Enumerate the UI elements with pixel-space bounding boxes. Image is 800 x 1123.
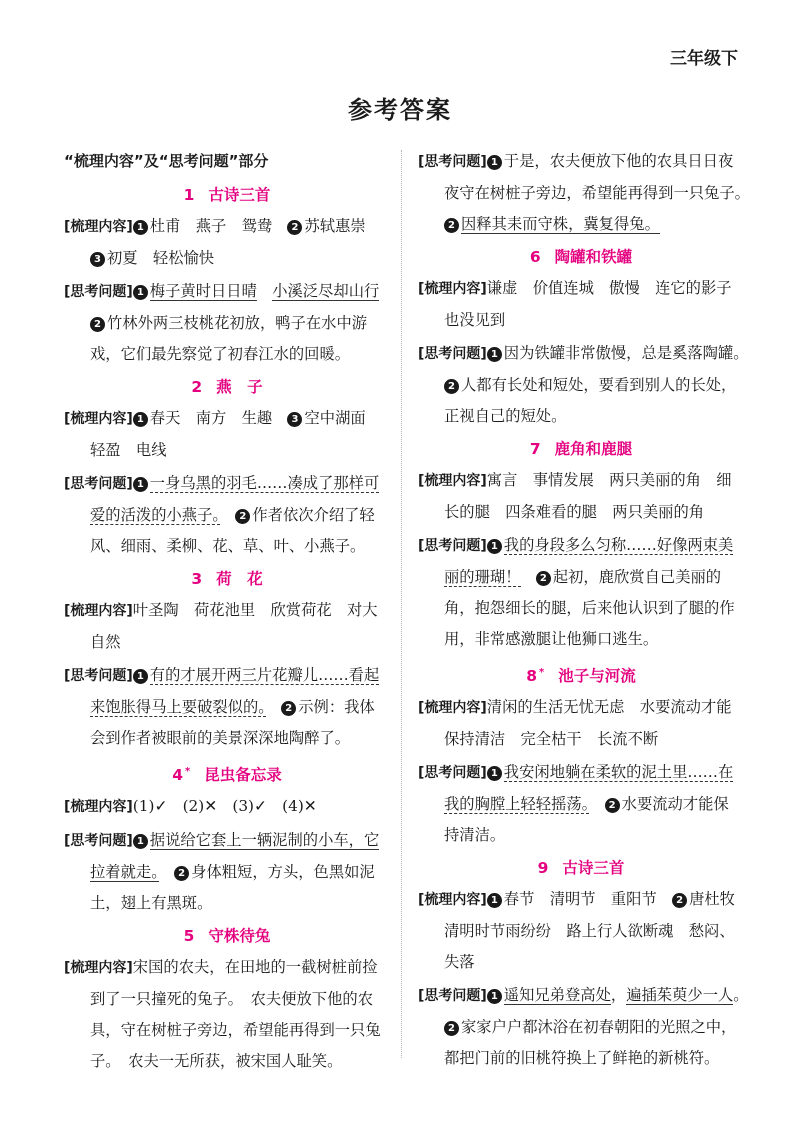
circled-2-icon: 2: [174, 866, 189, 881]
spacer-text: ，: [610, 986, 627, 1005]
spacer-text: [589, 795, 604, 813]
underlined-quote: 一身乌黑的羽毛……凑成了那样可爱的活泼的小燕子。: [90, 474, 380, 524]
question-entry: [64, 660, 390, 754]
question-entry: [64, 825, 390, 919]
spacer-text: [220, 506, 235, 524]
section-name: 陶罐和铁罐: [554, 248, 633, 266]
question-entry: [418, 757, 744, 851]
spacer-text: [741, 986, 756, 1004]
circled-3-icon: 3: [287, 412, 302, 427]
spacer-text: [742, 184, 757, 202]
answer-text: 于是，农夫便放下他的农具日日夜夜守在树桩子旁边，希望能再得到一只兔子。: [444, 152, 743, 202]
content-entry: [418, 465, 744, 528]
section-number: 1: [183, 186, 195, 204]
question-entry: [418, 146, 744, 240]
section-title-6: [418, 242, 744, 273]
answer-text: 人都有长处和短处，要看到别人的长处，正视自己的短处。: [444, 376, 737, 425]
answer-text: 初夏 轻松愉快: [107, 249, 215, 267]
answer-text: 谦虚 价值连城 傲慢 连它的影子也没见到: [444, 279, 732, 329]
circled-1-icon: 1: [487, 893, 502, 908]
column-divider: [401, 150, 402, 1058]
content-tag: [梳理内容]: [64, 411, 133, 427]
circled-1-icon: 1: [133, 834, 148, 849]
circled-2-icon: 2: [605, 798, 620, 813]
content-entry: [418, 692, 744, 755]
question-tag: [思考问题]: [418, 988, 487, 1005]
spacer-text: [159, 863, 174, 881]
content-entry: [64, 595, 390, 658]
underlined-quote: 据说给它套上一辆泥制的小车，它拉着就走。: [90, 831, 380, 882]
section-name: 古诗三首: [562, 859, 625, 878]
underlined-quote: 有的才展开两三片花瓣儿……看起来饱胀得马上要破裂似的。: [90, 666, 380, 716]
section-name: 古诗三首: [208, 186, 271, 204]
section-name: 守株待兔: [208, 927, 271, 946]
content-tag: [梳理内容]: [64, 603, 133, 619]
section-number: 8: [526, 667, 538, 686]
answer-text: 宋国的农夫，在田地的一截树桩前捡到了一只撞死的兔子。 农夫便放下他的农具，守在树桩子旁边，希望能再得到一只兔子。 农夫一无所获，被宋国人耻笑。: [90, 958, 381, 1071]
spacer-text: [379, 282, 394, 300]
content-tag: [梳理内容]: [64, 799, 133, 816]
content-entry: [64, 211, 390, 274]
answer-text: 清闲的生活无忧无虑 水要流动才能保持清洁 完全枯干 长流不断: [444, 698, 732, 749]
answer-text: 唐杜牧 清明时节雨纷纷 路上行人欲断魂 愁闷、失落: [444, 890, 751, 972]
section-title-3: [64, 564, 390, 595]
answer-text: 空中湖面 轻盈 电线: [90, 409, 381, 459]
section-number: 3: [191, 570, 203, 588]
question-entry: [64, 468, 390, 562]
circled-2-icon: 2: [281, 701, 296, 716]
section-number: 5: [183, 927, 195, 946]
answer-text: 苏轼惠崇: [304, 217, 381, 235]
section-name: 荷 花: [216, 570, 263, 588]
underlined-quote: 我的身段多么匀称……好像两束美丽的珊瑚！: [444, 536, 734, 586]
circled-1-icon: 1: [487, 155, 502, 170]
answer-text: 叶圣陶 荷花池里 欣赏荷花 对大自然: [90, 601, 378, 651]
content-tag: [梳理内容]: [418, 892, 487, 909]
underlined-quote: 小溪泛尽却山行: [272, 282, 380, 300]
circled-2-icon: 2: [672, 893, 687, 908]
content-tag: [梳理内容]: [64, 219, 133, 235]
question-tag: [思考问题]: [64, 284, 133, 300]
content-entry: [418, 273, 744, 336]
answer-text: 杜甫 燕子 鸳鸯: [149, 217, 288, 235]
circled-1-icon: 1: [487, 989, 502, 1004]
circled-1-icon: 1: [487, 539, 502, 554]
section-number: 6: [529, 248, 541, 266]
section-name: 燕 子: [216, 378, 263, 396]
circled-3-icon: 3: [90, 252, 105, 267]
content-tag: [梳理内容]: [64, 960, 133, 977]
underlined-quote: 因释其耒而守株，冀复得兔。: [461, 215, 660, 233]
answer-text: 春节 清明节 重阳节: [503, 890, 673, 909]
circled-2-icon: 2: [90, 317, 105, 332]
section-title-5: [64, 921, 390, 952]
content-entry: [64, 791, 390, 823]
answer-text: 水要流动才能保持清洁。: [444, 795, 729, 845]
answer-text: (1)✓ (2)✕ (3)✓ (4)✕: [132, 797, 317, 816]
part-heading: “梳理内容”及“思考问题”部分: [64, 152, 269, 170]
answer-text: 竹林外两三枝桃花初放，鸭子在水中游戏，它们最先察觉了初春江水的回暖。: [90, 314, 368, 363]
answer-text: 家家户户都沐浴在初春朝阳的光照之中，都把门前的旧桃符换上了鲜艳的新桃符。: [444, 1018, 737, 1068]
underlined-quote: 遍插茱萸少一人: [626, 986, 734, 1005]
section-number: 7: [529, 440, 541, 458]
circled-1-icon: 1: [133, 669, 148, 684]
section-title-9: [418, 853, 744, 884]
spacer-text: [257, 282, 272, 300]
elective-mark: *: [185, 766, 191, 777]
circled-1-icon: 1: [487, 347, 502, 362]
answer-text: 因为铁罐非常傲慢，总是奚落陶罐。: [503, 344, 741, 362]
question-tag: [思考问题]: [418, 346, 487, 362]
section-title-8: [418, 657, 744, 692]
content-entry: [64, 952, 390, 1077]
section-number: 4: [172, 766, 184, 785]
content-tag: [梳理内容]: [418, 473, 487, 489]
content-entry: [64, 403, 390, 466]
underlined-quote: 遥知兄弟登高处: [503, 986, 611, 1005]
circled-2-icon: 2: [287, 220, 302, 235]
answer-text: 起初，鹿欣赏自己美丽的角，抱怨细长的腿，后来他认识到了腿的作用，非常感激腿让他狮口逃生。: [444, 568, 735, 648]
section-name: 池子与河流: [558, 667, 636, 686]
answer-text: 寓言 事情发展 两只美丽的角 细长的腿 四条难看的腿 两只美丽的角: [444, 471, 732, 521]
section-number: 2: [191, 378, 203, 396]
elective-mark: *: [539, 667, 545, 678]
answer-text: 作者依次介绍了轻风、细雨、柔柳、花、草、叶、小燕子。: [90, 506, 375, 555]
question-entry: [418, 980, 744, 1074]
underlined-quote: 梅子黄时日日晴: [149, 282, 257, 300]
circled-2-icon: 2: [444, 379, 459, 394]
grade-label: 三年级下: [670, 49, 738, 69]
circled-2-icon: 2: [444, 218, 459, 233]
content-tag: [梳理内容]: [418, 281, 487, 297]
circled-1-icon: 1: [133, 477, 148, 492]
question-tag: [思考问题]: [418, 765, 487, 782]
circled-2-icon: 2: [536, 571, 551, 586]
answer-text: 身体粗短，方头，色黑如泥土，翅上有黑斑。: [90, 863, 375, 913]
spacer-text: [741, 344, 756, 362]
spacer-text: [266, 698, 281, 716]
question-tag: [思考问题]: [64, 668, 133, 684]
section-number: 9: [537, 859, 549, 878]
question-tag: [思考问题]: [418, 154, 487, 170]
spacer-text: 。: [733, 986, 741, 1005]
circled-1-icon: 1: [133, 285, 148, 300]
section-name: 鹿角和鹿腿: [554, 440, 633, 458]
circled-2-icon: 2: [444, 1021, 459, 1036]
circled-1-icon: 1: [487, 766, 502, 781]
section-title-2: [64, 372, 390, 403]
left-column: [64, 146, 390, 1079]
content-entry: [418, 884, 751, 978]
question-entry: [418, 530, 744, 655]
right-column: [418, 146, 751, 1076]
answer-text: 示例：我体会到作者被眼前的美景深深地陶醉了。: [90, 698, 375, 747]
underlined-quote: 我安闲地躺在柔软的泥土里……在我的胸膛上轻轻摇荡。: [444, 763, 734, 814]
question-tag: [思考问题]: [64, 833, 133, 850]
answer-text: 春天 南方 生趣: [149, 409, 288, 427]
spacer-text: [521, 568, 536, 586]
section-title-4: [64, 756, 390, 791]
circled-1-icon: 1: [133, 220, 148, 235]
section-title-1: [64, 180, 390, 211]
question-entry: [418, 338, 744, 432]
circled-1-icon: 1: [133, 412, 148, 427]
question-tag: [思考问题]: [418, 538, 487, 554]
circled-2-icon: 2: [235, 509, 250, 524]
question-entry: [64, 276, 390, 370]
question-tag: [思考问题]: [64, 476, 133, 492]
page-title: 参考答案: [348, 96, 452, 124]
content-tag: [梳理内容]: [418, 700, 487, 717]
section-title-7: [418, 434, 744, 465]
section-name: 昆虫备忘录: [204, 766, 282, 785]
